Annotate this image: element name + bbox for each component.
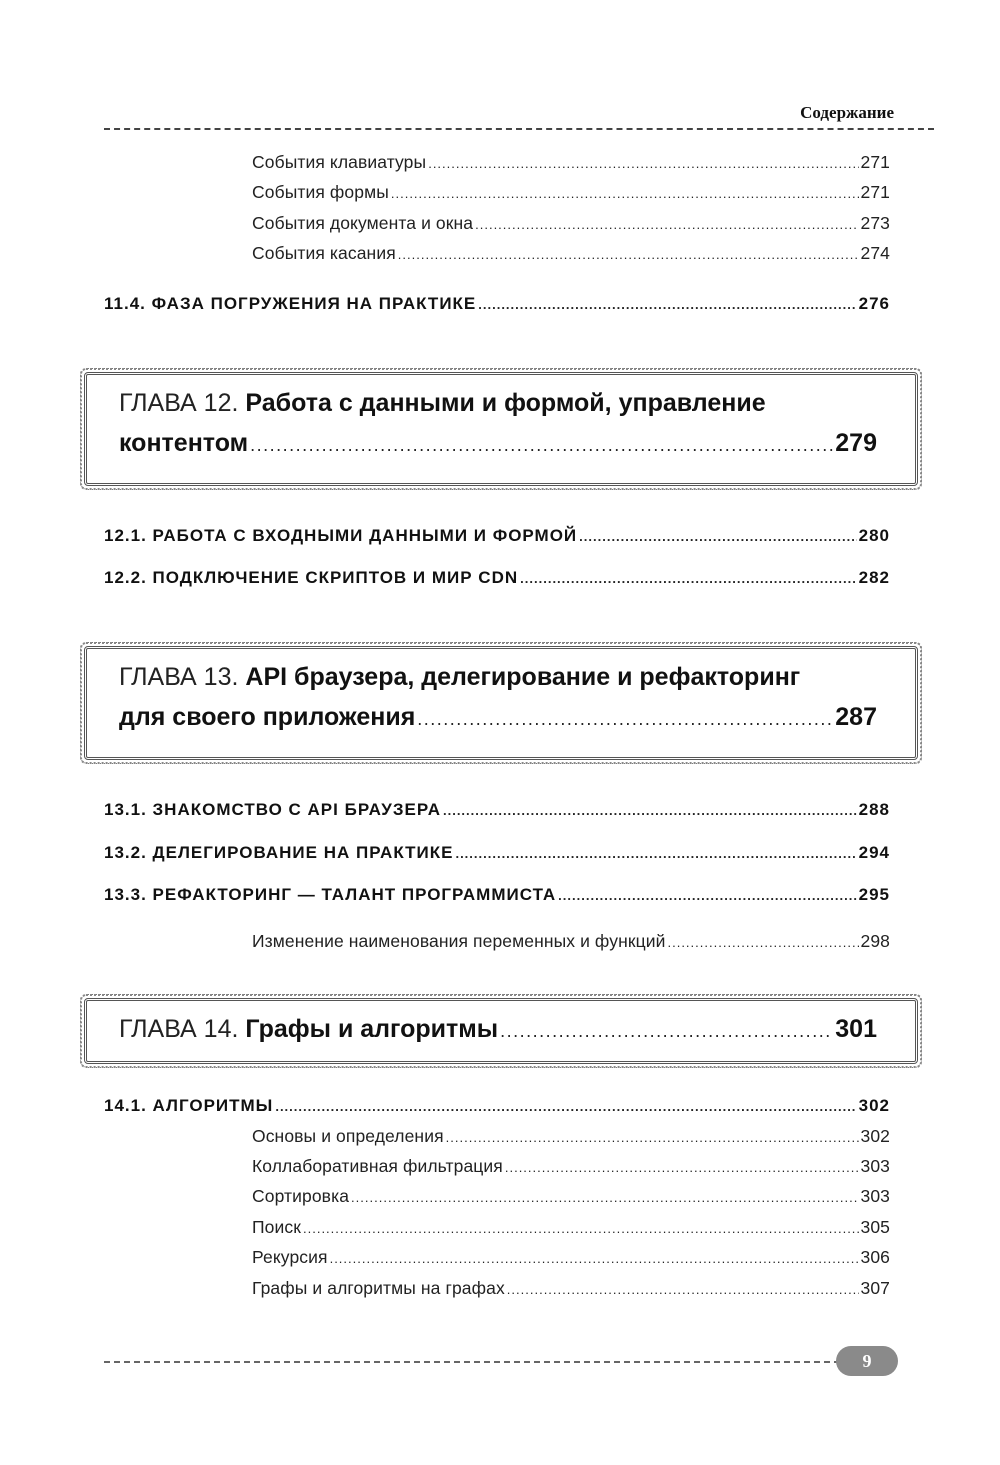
toc-entry[interactable] [252, 182, 890, 203]
leader-dots [428, 156, 858, 171]
toc-entry-page: 271 [860, 152, 890, 172]
toc-entry-page: 302 [860, 1126, 890, 1146]
toc-section-title: 12.1. РАБОТА С ВХОДНЫМИ ДАННЫМИ И ФОРМОЙ [104, 526, 578, 545]
leader-dots [579, 529, 856, 544]
leader-dots [455, 846, 856, 861]
chapter-page: 301 [835, 1015, 877, 1043]
chapter-page: 287 [835, 703, 877, 731]
toc-entry-title: Поиск [252, 1217, 301, 1237]
leader-dots [303, 1221, 859, 1236]
toc-entry[interactable] [252, 1186, 890, 1207]
toc-entry[interactable] [252, 243, 890, 264]
chapter-12-box[interactable] [84, 372, 918, 486]
toc-entry-page: 306 [860, 1247, 890, 1267]
toc-section-page: 295 [858, 885, 890, 904]
chapter-label: ГЛАВА 14. [119, 1015, 239, 1043]
chapter-12-title-line1 [119, 389, 877, 418]
leader-dots [417, 709, 833, 730]
chapter-page: 279 [835, 429, 877, 457]
toc-section-page: 288 [858, 800, 890, 819]
page-number-badge: 9 [836, 1346, 898, 1376]
toc-entry[interactable] [252, 1278, 890, 1299]
toc-section-page: 294 [858, 843, 890, 862]
chapter-13-title-line2 [119, 703, 877, 732]
leader-dots [446, 1130, 859, 1145]
toc-section-title: 13.1. ЗНАКОМСТВО С API БРАУЗЕРА [104, 800, 441, 819]
leader-dots [443, 803, 857, 818]
toc-entry-title: Изменение наименования переменных и функций [252, 931, 666, 951]
toc-entry-title: Графы и алгоритмы на графах [252, 1278, 505, 1298]
toc-entry-page: 303 [860, 1186, 890, 1206]
toc-entry-page: 305 [860, 1217, 890, 1237]
toc-section-page: 302 [858, 1096, 890, 1115]
toc-section-title: 12.2. ПОДКЛЮЧЕНИЕ СКРИПТОВ И МИР CDN [104, 568, 519, 587]
toc-entry-title: События клавиатуры [252, 152, 427, 172]
chapter-label: ГЛАВА 12. [119, 389, 239, 417]
top-dashed-rule [104, 128, 934, 130]
chapter-title: Графы и алгоритмы [245, 1015, 499, 1043]
toc-entry[interactable] [252, 152, 890, 173]
leader-dots [330, 1251, 859, 1266]
chapter-label: ГЛАВА 13. [119, 663, 239, 691]
toc-section-title: 13.2. ДЕЛЕГИРОВАНИЕ НА ПРАКТИКЕ [104, 843, 454, 862]
toc-entry-page: 271 [860, 182, 890, 202]
toc-entry[interactable] [252, 1156, 890, 1177]
toc-entry-page: 303 [860, 1156, 890, 1176]
toc-section-title: 13.3. РЕФАКТОРИНГ — ТАЛАНТ ПРОГРАММИСТА [104, 885, 557, 904]
toc-entry-title: События документа и окна [252, 213, 474, 233]
leader-dots [275, 1099, 856, 1114]
leader-dots [507, 1282, 859, 1297]
chapter-title-cont: контентом [119, 429, 249, 457]
leader-dots [500, 1021, 833, 1042]
toc-section-page: 280 [858, 526, 890, 545]
chapter-13-box[interactable] [84, 646, 918, 760]
toc-section-entry[interactable] [104, 294, 890, 314]
chapter-title: API браузера, делегирование и рефакторинг [245, 663, 801, 691]
toc-entry[interactable] [252, 213, 890, 234]
toc-section-entry[interactable] [104, 843, 890, 863]
toc-section-entry[interactable] [104, 800, 890, 820]
chapter-13-title-line1 [119, 663, 877, 692]
toc-entry-title: Коллаборативная фильтрация [252, 1156, 503, 1176]
toc-section-entry[interactable] [104, 568, 890, 588]
leader-dots [558, 888, 856, 903]
chapter-12-title-line2 [119, 429, 877, 458]
toc-entry-page: 307 [860, 1278, 890, 1298]
chapter-title-cont: для своего приложения [119, 703, 416, 731]
leader-dots [391, 186, 859, 201]
chapter-14-title-line1 [119, 1015, 877, 1044]
toc-entry[interactable] [252, 1247, 890, 1268]
bottom-dashed-rule [104, 1361, 840, 1363]
leader-dots [520, 571, 856, 586]
toc-entry-title: Сортировка [252, 1186, 350, 1206]
toc-entry-page: 273 [860, 213, 890, 233]
toc-entry-page: 274 [860, 243, 890, 263]
toc-section-page: 276 [858, 294, 890, 313]
toc-section-entry[interactable] [104, 885, 890, 905]
toc-section-page: 282 [858, 568, 890, 587]
toc-section-title: 11.4. ФАЗА ПОГРУЖЕНИЯ НА ПРАКТИКЕ [104, 294, 477, 313]
leader-dots [475, 217, 858, 232]
toc-entry-title: Основы и определения [252, 1126, 444, 1146]
leader-dots [505, 1160, 859, 1175]
chapter-title: Работа с данными и формой, управление [245, 389, 766, 417]
leader-dots [398, 247, 859, 262]
toc-entry-title: События формы [252, 182, 389, 202]
toc-entry-page: 298 [860, 931, 890, 951]
running-head-title: Содержание [800, 103, 894, 122]
toc-entry[interactable] [252, 1126, 890, 1147]
toc-entry-title: Рекурсия [252, 1247, 328, 1267]
leader-dots [478, 297, 856, 312]
toc-entry[interactable] [252, 931, 890, 952]
chapter-14-box[interactable] [84, 998, 918, 1064]
leader-dots [667, 935, 858, 950]
toc-section-entry[interactable] [104, 526, 890, 546]
toc-entry-title: События касания [252, 243, 396, 263]
toc-section-title: 14.1. АЛГОРИТМЫ [104, 1096, 274, 1115]
leader-dots [250, 435, 833, 456]
leader-dots [351, 1190, 858, 1205]
toc-section-entry[interactable] [104, 1096, 890, 1116]
toc-entry[interactable] [252, 1217, 890, 1238]
